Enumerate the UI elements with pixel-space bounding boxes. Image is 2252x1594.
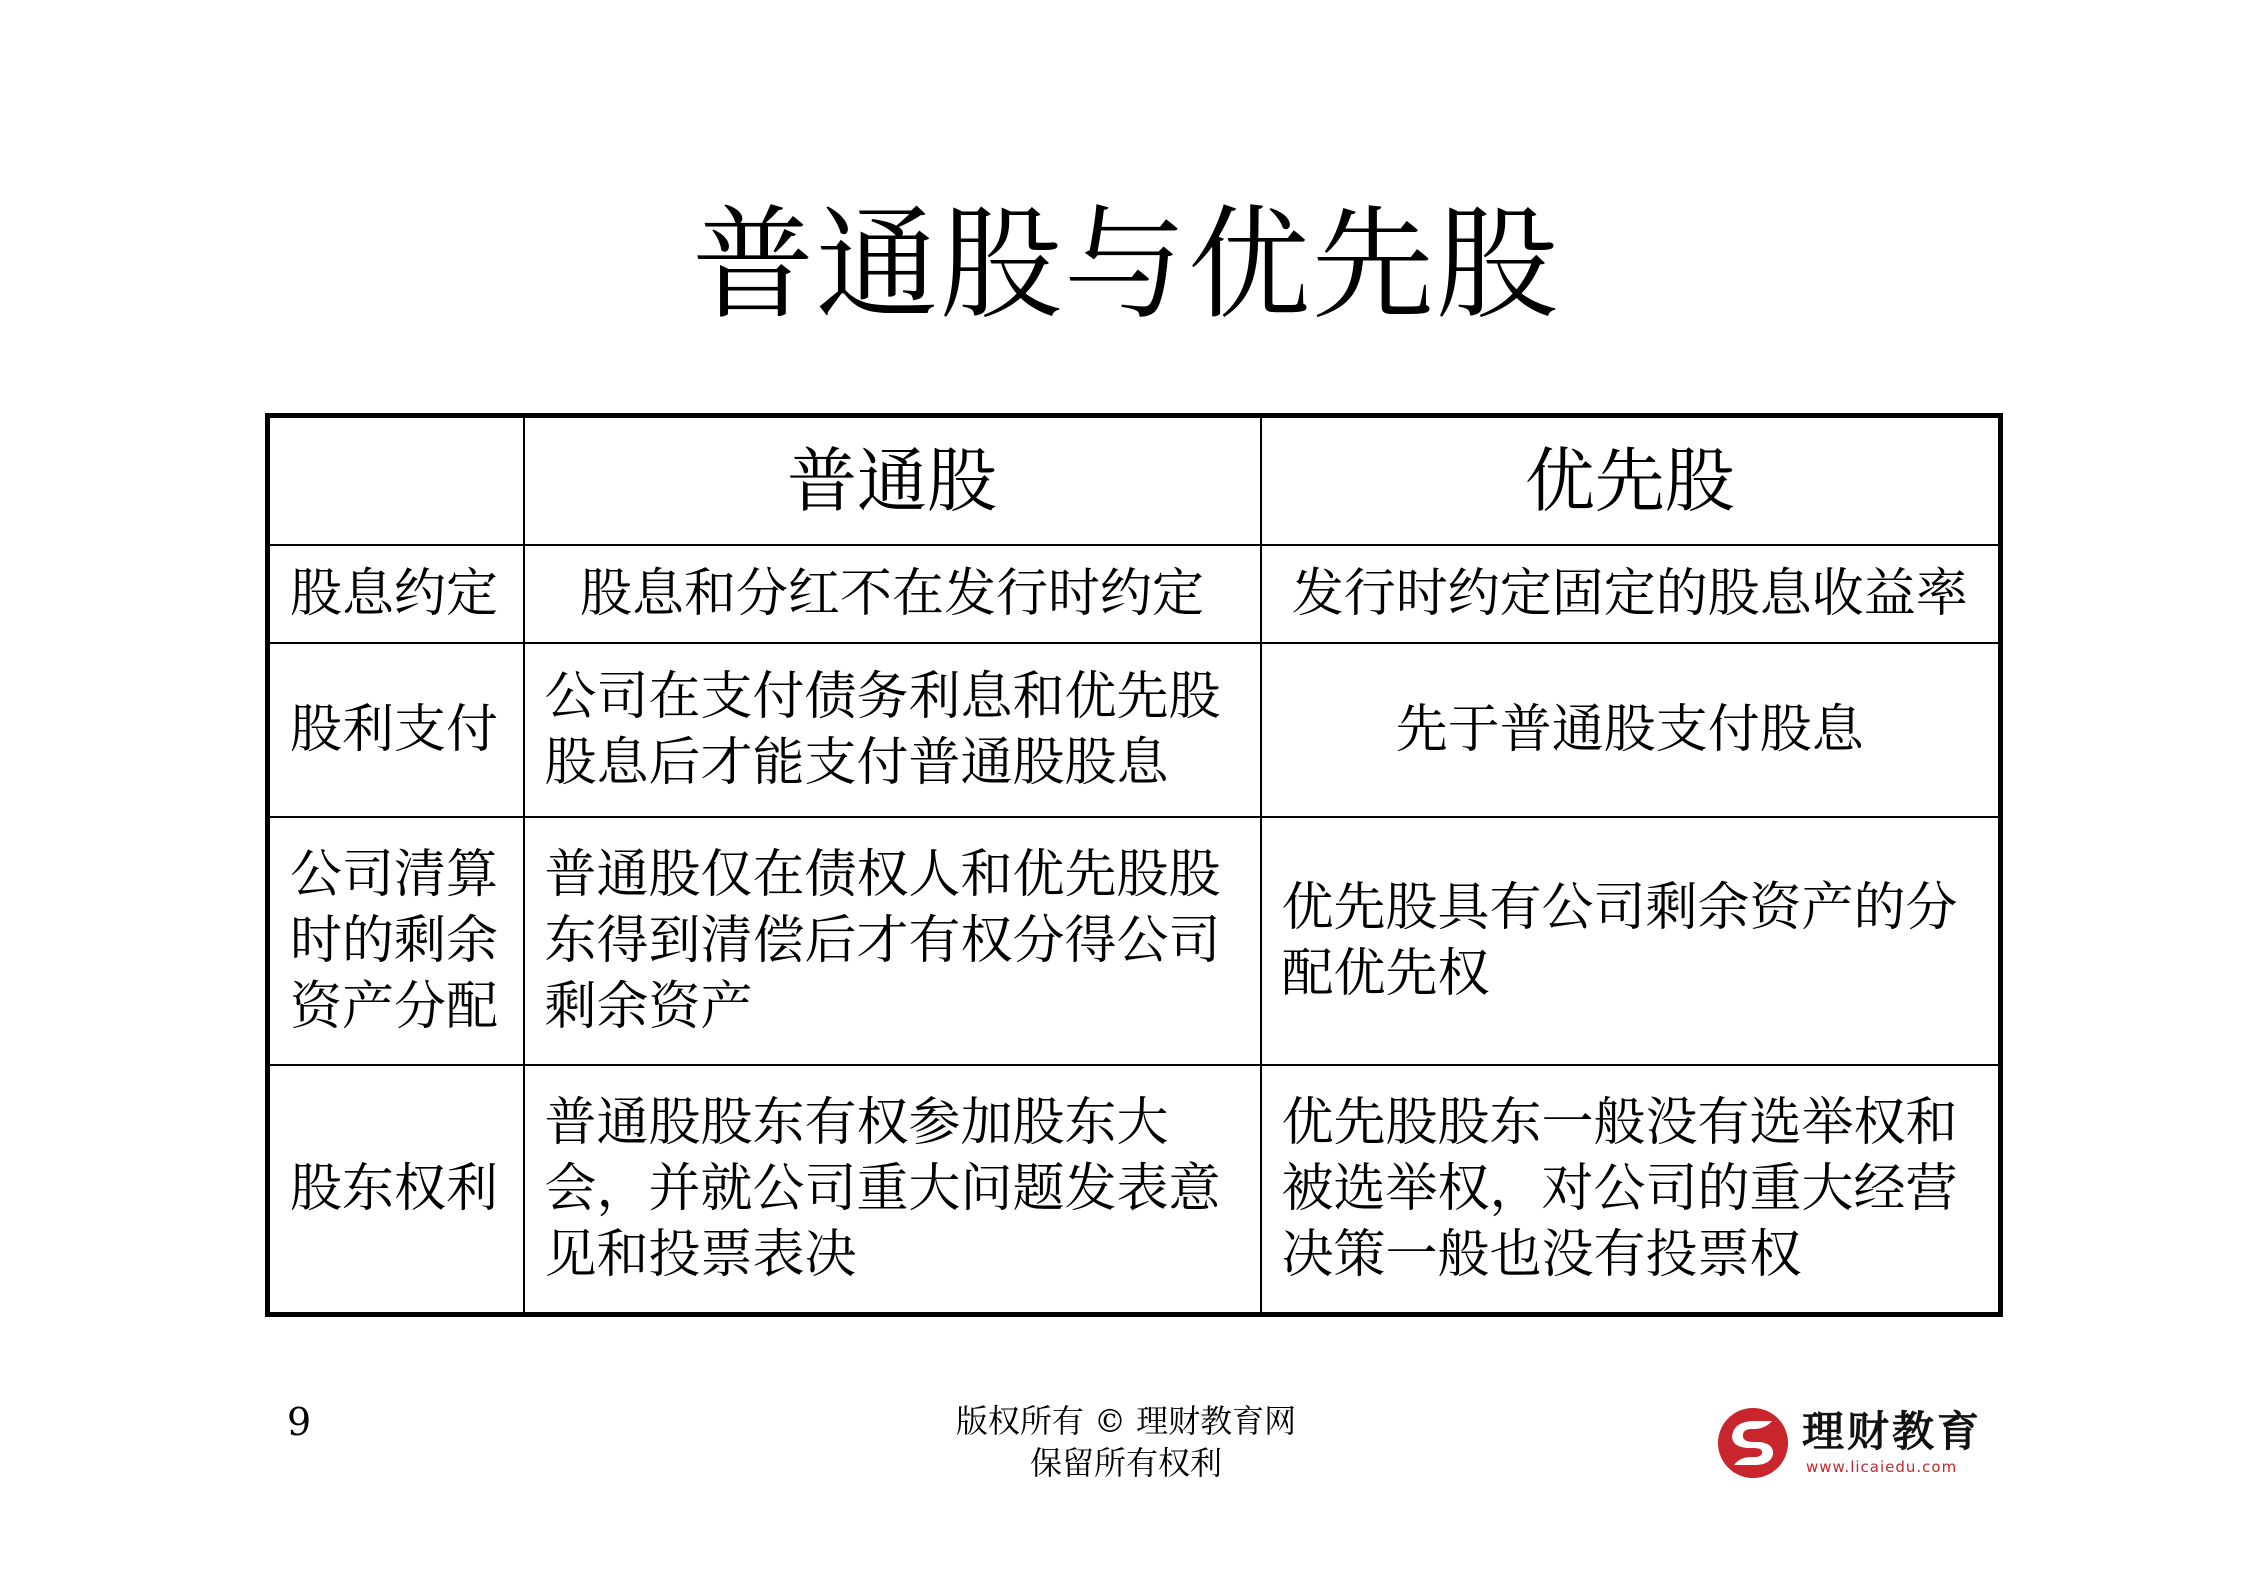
common-stock-cell: 股息和分红不在发行时约定 [524,545,1261,643]
common-stock-cell: 公司在支付债务利息和优先股股息后才能支付普通股股息 [524,643,1261,817]
header-empty-cell [268,416,524,546]
logo-swirl-icon [1716,1406,1790,1480]
page-number: 9 [287,1400,312,1444]
comparison-table [265,413,2003,1317]
logo-wordmark: 理财教育 [1802,1407,1983,1456]
row-label: 股息约定 [268,545,524,643]
common-stock-cell: 普通股仅在债权人和优先股股东得到清偿后才有权分得公司剩余资产 [524,817,1261,1065]
rights-line: 保留所有权利 [1029,1444,1222,1482]
preferred-stock-cell: 发行时约定固定的股息收益率 [1261,545,2001,643]
copyright-notice [876,1400,1376,1484]
preferred-stock-cell: 优先股股东一般没有选举权和被选举权，对公司的重大经营决策一般也没有投票权 [1261,1065,2001,1315]
header-common-stock: 普通股 [524,416,1261,546]
preferred-stock-cell: 优先股具有公司剩余资产的分配优先权 [1261,817,2001,1065]
table-row [268,1065,2001,1315]
slide-title: 普通股与优先股 [692,194,1560,336]
table-header-row [268,416,2001,546]
common-stock-cell: 普通股股东有权参加股东大会，并就公司重大问题发表意见和投票表决 [524,1065,1261,1315]
copyright-line: 版权所有 © 理财教育网 [955,1402,1297,1440]
row-label: 股利支付 [268,643,524,817]
table-row [268,545,2001,643]
row-label: 公司清算时的剩余资产分配 [268,817,524,1065]
table-row [268,817,2001,1065]
brand-logo[interactable] [1716,1404,2006,1484]
logo-url: www.licaiedu.com [1806,1458,1958,1476]
header-preferred-stock: 优先股 [1261,416,2001,546]
row-label: 股东权利 [268,1065,524,1315]
preferred-stock-cell: 先于普通股支付股息 [1261,643,2001,817]
table-row [268,643,2001,817]
